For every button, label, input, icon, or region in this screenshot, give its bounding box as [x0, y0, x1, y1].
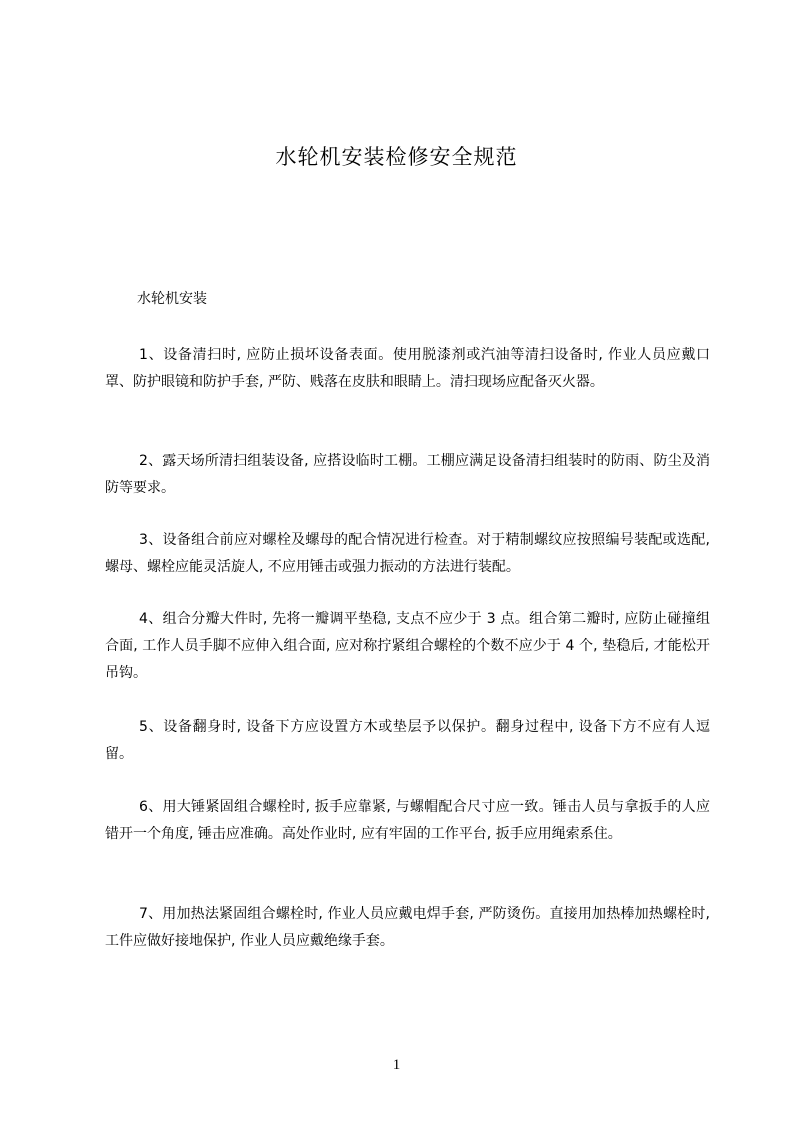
- paragraph-7: 7、用加热法紧固组合螺栓时, 作业人员应戴电焊手套, 严防烫伤。直接用加热棒加热螺栓时, 工件应做好接地保护, 作业人员应戴绝缘手套。: [105, 906, 710, 949]
- paragraph-4: 4、组合分瓣大件时, 先将一瓣调平垫稳, 支点不应少于 3 点。组合第二瓣时, 应防止碰撞组合面, 工作人员手脚不应伸入组合面, 应对称拧紧组合螺栓的个数不应少于 4 个, 垫稳后, 才能松开吊钩。: [105, 611, 710, 681]
- section-heading: 水轮机安装: [137, 291, 207, 307]
- paragraph-5: 5、设备翻身时, 设备下方应设置方木或垫层予以保护。翻身过程中, 设备下方不应有人逗留。: [105, 719, 710, 762]
- paragraph-2: 2、露天场所清扫组装设备, 应搭设临时工棚。工棚应满足设备清扫组装时的防雨、防尘及消防等要求。: [105, 453, 710, 496]
- paragraph-3: 3、设备组合前应对螺栓及螺母的配合情况进行检查。对于精制螺纹应按照编号装配或选配, 螺母、螺栓应能灵活旋人, 不应用锤击或强力振动的方法进行装配。: [105, 532, 710, 575]
- page-number: 1: [392, 1057, 401, 1073]
- document-title: 水轮机安装检修安全规范: [275, 145, 518, 169]
- paragraph-1: 1、设备清扫时, 应防止损坏设备表面。使用脱漆剂或汽油等清扫设备时, 作业人员应戴口罩、防护眼镜和防护手套, 严防、贱落在皮肤和眼睛上。清扫现场应配备灭火器。: [105, 347, 710, 390]
- paragraph-6: 6、用大锤紧固组合螺栓时, 扳手应靠紧, 与螺帽配合尺寸应一致。锤击人员与拿扳手的人应错开一个角度, 锤击应准确。高处作业时, 应有牢固的工作平台, 扳手应用绳索系住。: [105, 799, 710, 842]
